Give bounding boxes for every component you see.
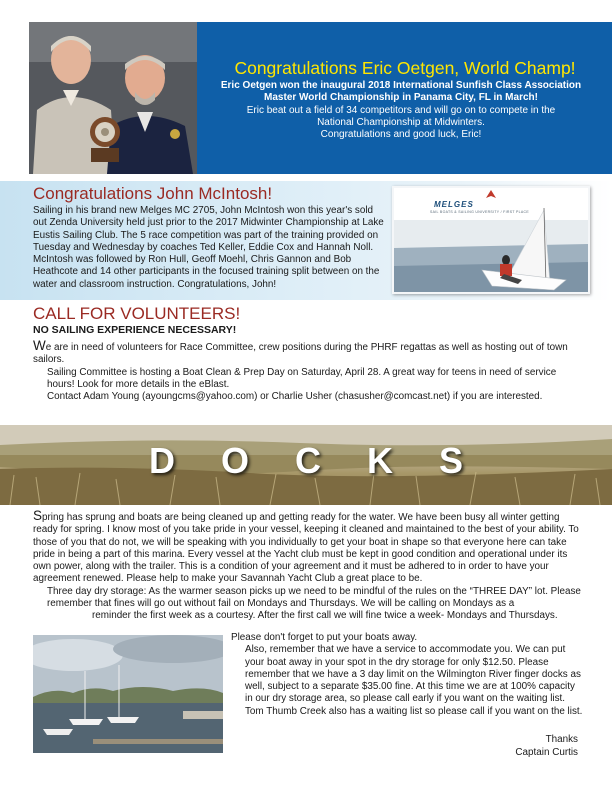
volunteers-text xyxy=(33,340,581,403)
signature: Captain Curtis xyxy=(515,746,578,758)
champion-line-2: Master World Championship in Panama City, FL in March! xyxy=(264,92,538,104)
melges-magazine-image xyxy=(392,186,590,294)
docks-heading: DOCKS xyxy=(148,440,509,481)
volunteers-paragraph-1-text: e are in need of volunteers for Race Committee, crew positions during the PHRF regattas as well as hosting out of town sailors. xyxy=(33,342,568,366)
signoff xyxy=(440,734,578,760)
marina-photo xyxy=(33,635,223,753)
volunteers-drop-letter: W xyxy=(33,338,46,353)
magazine-sailboat-illustration xyxy=(394,188,588,292)
champion-photo xyxy=(29,22,197,174)
volunteers-paragraph-3: Contact Adam Young (ayoungcms@yahoo.com) or Charlie Usher (chasusher@comcast.net) if you are interested. xyxy=(47,391,543,403)
champion-line-4: National Championship at Midwinters. xyxy=(317,116,485,128)
magazine-title: MELGES xyxy=(434,200,474,209)
mcintosh-heading: Congratulations John McIntosh! xyxy=(33,184,273,203)
volunteers-paragraph-2: Sailing Committee is hosting a Boat Clean & Prep Day on Saturday, April 28. A great way for teens in need of service hours! Look for more details in the eBlast. xyxy=(47,366,557,390)
champion-line-5: Congratulations and good luck, Eric! xyxy=(320,129,482,141)
volunteers-subheading: NO SAILING EXPERIENCE NECESSARY! xyxy=(33,324,237,336)
docks-paragraph-2-end: Please don't forget to put your boats away. xyxy=(231,632,418,643)
champion-photo-illustration xyxy=(29,22,197,174)
champion-text xyxy=(200,80,602,141)
marina-illustration xyxy=(33,635,223,753)
magazine-subtitle: SAIL BOATS & SAILING UNIVERSITY / FIRST PLACE xyxy=(430,210,529,214)
docks-drop-letter: S xyxy=(33,508,43,523)
docks-narrow-text xyxy=(231,632,583,718)
volunteers-heading: CALL FOR VOLUNTEERS! xyxy=(33,304,241,323)
docks-paragraph-1-text: pring has sprung and boats are being cleaned up and getting ready for the water. We have been busy all winter getting ready for spring. I know most of you take pride in your vessel, keeping it cleaned and maintained to the best of your ability. To those of you that do not, we will be speaking with you individually to get your boat in shape so that everyone here can take pride in being a part of this marina. Every vessel at the Yacht club must be kept in good condition and operational under its own power, along with the trailer. This is a condition of your agreement and it must be adhered to in order to have your agreement renewed. Please help to make your Savannah Yacht Club a great place to be. xyxy=(33,512,579,585)
champion-line-1: Eric Oetgen won the inaugural 2018 International Sunfish Class Association xyxy=(220,80,582,91)
docks-paragraph-2: Three day dry storage: As the warmer season picks up we need to be mindful of the rules on the “THREE DAY” lot. Please remember that fines will go out without fail on Mondays and Thursdays. We will be calling on Mondays as a xyxy=(47,585,581,610)
docks-paragraph-2-continued: reminder the first week as a courtesy. After the first call we will fine twice a week- Mondays and Thursdays. xyxy=(92,610,558,622)
docks-text xyxy=(33,510,585,623)
docks-paragraph-3: Also, remember that we have a service to accommodate you. We can put your boat away in your spot in the dry storage for only $12.50. Please remember that we have a 3 day limit on the Wilmington River finger docks as well, subject to a separate $35.00 fine. At this time we are at 100% capacity in our dry storage area, so please call early if you want on the waiting list. Tom Thumb Creek also has a waiting list so please call if you want on the list. xyxy=(245,644,583,717)
magazine-cover xyxy=(394,188,588,292)
thanks-text: Thanks xyxy=(545,734,578,745)
docks-paragraph-1 xyxy=(33,510,585,586)
mcintosh-paragraph: Sailing in his brand new Melges MC 2705, John McIntosh won this year's sold out Zenda University held just prior to the 2017 Midwinter Championship at Lake Eustis Sailing Club. The 5 race competition was part of the training provided on Tuesday and Wednesday by coaches Ted Keller, Eddie Cox and Hannah Noll. McIntosh was followed by Ron Hull, Geoff Moehl, Chris Gannon and Bob Heathcote and 14 other participants in the focused training split between on the water and classroom instruction. Congratulations, John! xyxy=(33,205,384,290)
champion-line-3: Eric beat out a field of 34 competitors and will go on to compete in the xyxy=(246,104,556,116)
volunteers-paragraph-1 xyxy=(33,340,581,367)
champion-heading: Congratulations Eric Oetgen, World Champ! xyxy=(234,58,576,78)
